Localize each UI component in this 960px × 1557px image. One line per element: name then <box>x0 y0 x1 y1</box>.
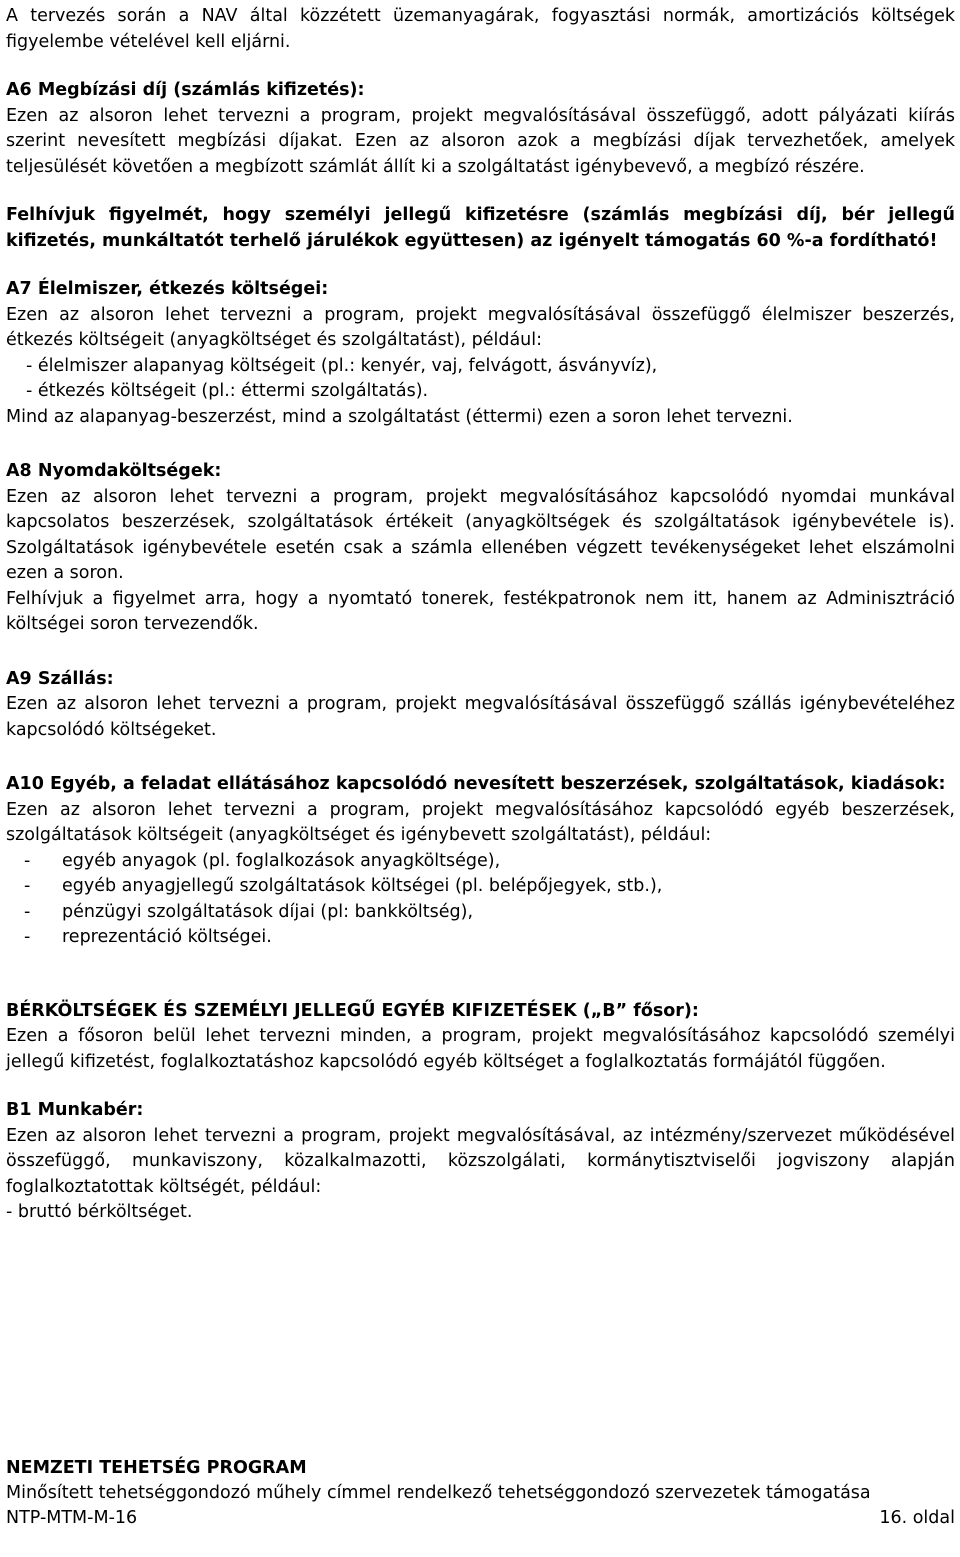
section-a8-note: Felhívjuk a figyelmet arra, hogy a nyomtató tonerek, festékpatronok nem itt, hanem az Adminisztráció költségei soron tervezendők. <box>6 588 955 634</box>
intro-paragraph: A tervezés során a NAV által közzétett üzemanyagárak, fogyasztási normák, amortizációs költségek figyelembe vételével kell eljárni. <box>6 6 955 52</box>
section-b1-body: Ezen az alsoron lehet tervezni a program, projekt megvalósításával, az intézmény/szervezet működésével összefüggő, munkaviszony, közalkalmazotti, közszolgálati, kormánytisztviselői jogviszony alapján foglalkoztatottak költségét, például: <box>6 1125 955 1197</box>
section-a7-list <box>6 354 955 405</box>
section-a7-closing: Mind az alapanyag-beszerzést, mind a szolgáltatást (éttermi) ezen a soron lehet tervezni. <box>6 406 793 427</box>
section-a7-heading: A7 Élelmiszer, étkezés költségei: <box>6 279 329 299</box>
section-a8-body: Ezen az alsoron lehet tervezni a program, projekt megvalósításához kapcsolódó nyomdai munkával kapcsolatos beszerzések, szolgáltatások értékeit (anyagköltségek és szolgáltatások igénybevétele is). Szolgáltatások igénybevétele esetén csak a számla ellenében végzett tevékenységeket lehet elszámolni ezen a soron. <box>6 486 955 583</box>
section-b-body: Ezen a fősoron belül lehet tervezni minden, a program, projekt megvalósításához kapcsolódó személyi jellegű kifizetést, foglalkoztatáshoz kapcsolódó egyéb költséget a foglalkoztatás formájától függően. <box>6 1026 955 1072</box>
list-item: - egyéb anyagjellegű szolgáltatások költségei (pl. belépőjegyek, stb.), <box>62 874 955 900</box>
list-item: - pénzügyi szolgáltatások díjai (pl: bankköltség), <box>62 900 955 926</box>
section-a10-list <box>6 849 955 951</box>
section-a9-heading: A9 Szállás: <box>6 668 114 689</box>
footer-title: NEMZETI TEHETSÉG PROGRAM <box>6 1458 307 1478</box>
page-number: 16. oldal <box>879 1508 955 1528</box>
section-a9-body: Ezen az alsoron lehet tervezni a program, projekt megvalósításával összefüggő szállás igénybevételéhez kapcsolódó költségeket. <box>6 694 955 740</box>
section-a7-body: Ezen az alsoron lehet tervezni a program, projekt megvalósításával összefüggő élelmiszer beszerzés, étkezés költségeit (anyagköltséget és szolgáltatást), például: <box>6 304 955 350</box>
section-a6-body: Ezen az alsoron lehet tervezni a program, projekt megvalósításával összefüggő, adott pályázati kiírás szerint nevesített megbízási díjakat. Ezen az alsoron azok a megbízási díjak tervezhetőek, amelyek teljesülését követően a megbízott számlát állít ki a szolgáltatást igénybevevő, a megbízó részére. <box>6 105 955 177</box>
section-a10-body: Ezen az alsoron lehet tervezni a program, projekt megvalósításához kapcsolódó egyéb beszerzések, szolgáltatások költségeit (anyagköltséget és igénybevett szolgáltatást), például: <box>6 799 955 845</box>
page-footer <box>6 1456 955 1531</box>
list-item: - egyéb anyagok (pl. foglalkozások anyagköltsége), <box>62 849 955 875</box>
list-item: - reprezentáció költségei. <box>62 925 955 951</box>
document-page <box>6 4 955 1226</box>
section-b1-item: - bruttó bérköltséget. <box>6 1202 193 1222</box>
section-a10-heading: A10 Egyéb, a feladat ellátásához kapcsolódó nevesített beszerzések, szolgáltatások, kiadások: <box>6 774 946 794</box>
footer-subtitle: Minősített tehetséggondozó műhely címmel rendelkező tehetséggondozó szervezetek támogatása <box>6 1483 871 1503</box>
list-item: - étkezés költségeit (pl.: éttermi szolgáltatás). <box>26 381 429 401</box>
section-b1-heading: B1 Munkabér: <box>6 1100 144 1120</box>
footer-code: NTP-MTM-M-16 <box>6 1508 138 1528</box>
section-a6-notice: Felhívjuk figyelmét, hogy személyi jellegű kifizetésre (számlás megbízási díj, bér jellegű kifizetés, munkáltatót terhelő járulékok együttesen) az igényelt támogatás 60 %-a fordítható! <box>6 205 955 251</box>
footer-bottom-row <box>6 1506 955 1531</box>
list-item: - élelmiszer alapanyag költségeit (pl.: kenyér, vaj, felvágott, ásványvíz), <box>26 355 658 376</box>
section-a8-heading: A8 Nyomdaköltségek: <box>6 461 222 481</box>
section-b-heading: BÉRKÖLTSÉGEK ÉS SZEMÉLYI JELLEGŰ EGYÉB KIFIZETÉSEK („B” fősor): <box>6 1000 699 1021</box>
section-a6-heading: A6 Megbízási díj (számlás kifizetés): <box>6 80 365 100</box>
